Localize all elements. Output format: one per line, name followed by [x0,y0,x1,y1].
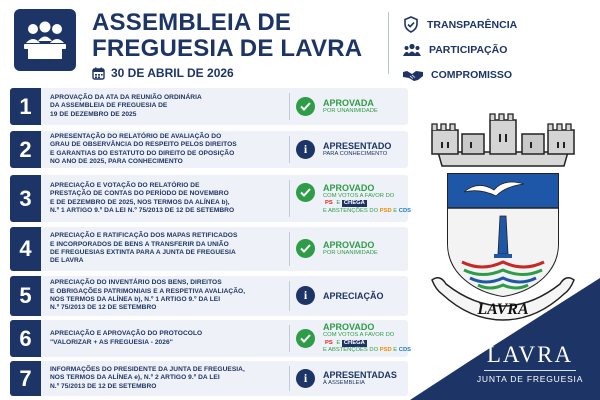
value-commitment [403,62,593,87]
item-divider [289,325,290,352]
item-description: APROVAÇÃO DA ATA DA REUNIÃO ORDINÁRIA DA ASSEMBLEIA DE FREGUESIA DE 19 DE DEZEMBRO DE 2025 [50,93,202,118]
value-label: COMPROMISSO [431,68,513,81]
item-description: INFORMAÇÕES DO PRESIDENTE DA JUNTA DE FREGUESIA, NOS TERMOS DA ALÍNEA e), N.º 2 ARTIGO 9.º DA LEI N.º 75/2013 DE 12 DE SETEMBRO [50,365,245,390]
connector: E [393,347,398,354]
assembly-icon [14,9,76,71]
item-number: 2 [10,131,41,168]
brand-logo [470,343,590,384]
item-number: 6 [10,320,41,357]
status-detail: POR UNANIMIDADE [323,250,378,257]
coat-of-arms [418,112,588,324]
status-detail: À ASSEMBLEIA [323,380,365,387]
party-chega: CHEGA [343,200,365,207]
title-line-2: FREGUESIA DE LAVRA [92,35,363,62]
item-status [323,320,411,357]
item-description: APRECIAÇÃO E APROVAÇÃO DO PROTOCOLO "VALORIZAR + AS FREGUESIA - 2026" [50,330,203,346]
connector: E [336,200,341,207]
status-detail: POR UNANIMIDADE [323,108,378,115]
party-psd: PSD [379,207,392,214]
mural-crown [432,114,574,166]
item-status [323,135,411,165]
agenda-item-1 [10,88,408,125]
status-label: APRESENTADAS [323,370,397,381]
abstentions-label: E ABSTENÇÕES DO [323,347,379,354]
abstentions-label: E ABSTENÇÕES DO [323,207,379,214]
item-status [323,234,411,264]
date-text: 30 DE ABRIL DE 2026 [111,66,234,80]
title-line-1: ASSEMBLEIA DE [92,9,292,36]
brand-subtitle: JUNTA DE FREGUESIA [476,374,584,384]
item-status [323,92,411,122]
item-number: 1 [10,88,41,125]
header-divider [388,12,389,74]
brand-name: LAVRA [486,342,574,367]
item-number: 3 [10,175,41,222]
agenda-item-4 [10,227,408,271]
check-icon [296,183,315,202]
item-number: 7 [10,361,41,396]
votes-in-favor: COM VOTOS A FAVOR DO [323,192,395,199]
item-status [323,364,411,394]
party-chega: CHEGA [343,339,365,346]
item-divider [289,366,290,391]
page-title [92,10,392,62]
value-label: TRANSPARÊNCIA [427,18,518,31]
value-transparency [403,12,593,37]
item-description: APRECIAÇÃO DO INVENTÁRIO DOS BENS, DIREITOS E OBRIGAÇÕES PATRIMONIAIS E A RESPETIVA AVALIAÇÃO, NOS TERMOS DA ALÍNEA b), N.º 1 ARTIGO 9.º DA LEI N.º 75/2013 DE 12 DE SETEMBRO [50,279,246,312]
info-icon: i [296,140,315,159]
item-status [323,178,411,220]
item-description: APRESENTAÇÃO DO RELATÓRIO DE AVALIAÇÃO DO GRAU DE OBSERVÂNCIA DO RESPEITO PELOS DIREITOS E GARANTIAS DO ESTATUTO DO DIREITO DE OPOSIÇÃO NO ANO DE 2025, PARA CONHECIMENTO [50,132,237,165]
agenda-item-7 [10,361,408,396]
item-number: 5 [10,276,41,316]
handshake-icon [403,68,423,82]
info-icon: i [296,369,315,388]
agenda-item-5 [10,276,408,316]
item-divider [289,180,290,217]
check-icon [296,97,315,116]
shield-check-icon [403,16,419,33]
status-label: APROVADA [323,98,374,109]
connector: E [336,339,341,346]
item-divider [289,232,290,266]
shield [448,174,558,296]
item-divider [289,281,290,311]
party-ps: PS [325,339,333,346]
item-description: APRECIAÇÃO E VOTAÇÃO DO RELATÓRIO DE PRESTAÇÃO DE CONTAS DO PERÍODO DE NOVEMBRO E DE DEZEMBRO DE 2025, NOS TERMOS DA ALÍNEA b), N.º 1 ARTIGO 9.º DA LEI N.º 75/2013 DE 12 DE SETEMBRO [50,181,235,214]
party-cds: CDS [398,347,412,354]
connector: E [393,207,398,214]
people-icon [403,43,421,57]
item-status [323,281,411,311]
agenda-item-6 [10,320,412,357]
agenda-item-2 [10,131,408,168]
info-icon: i [296,286,315,305]
meeting-date [92,66,234,80]
check-icon [296,329,315,348]
status-detail: PARA CONHECIMENTO [323,151,388,158]
status-label: APRECIAÇÃO [323,291,384,301]
party-cds: CDS [398,207,412,214]
calendar-icon [92,67,105,80]
status-label: APROVADO [323,240,375,251]
item-number: 4 [10,227,41,271]
agenda-item-3 [10,175,412,222]
value-label: PARTICIPAÇÃO [429,43,508,56]
values-list [403,12,593,87]
check-icon [296,239,315,258]
votes-in-favor: COM VOTOS A FAVOR DO [323,332,395,339]
status-label: APROVADO [323,182,375,193]
item-divider [289,136,290,163]
item-divider [289,93,290,120]
party-psd: PSD [379,347,392,354]
item-description: APRECIAÇÃO E RATIFICAÇÃO DOS MAPAS RETIFICADOS E INCORPORADOS DE BENS A TRANSFERIR DA UNIÃO DE FREGUESIAS EXTINTA PARA A JUNTA DE FREGUESIA DE LAVRA [50,232,238,265]
value-participation [403,37,593,62]
brand-divider [484,370,576,371]
party-ps: PS [325,200,333,207]
status-label: APROVADO [323,322,375,333]
ribbon-text: LAVRA [477,301,529,318]
status-label: APRESENTADO [323,141,392,152]
